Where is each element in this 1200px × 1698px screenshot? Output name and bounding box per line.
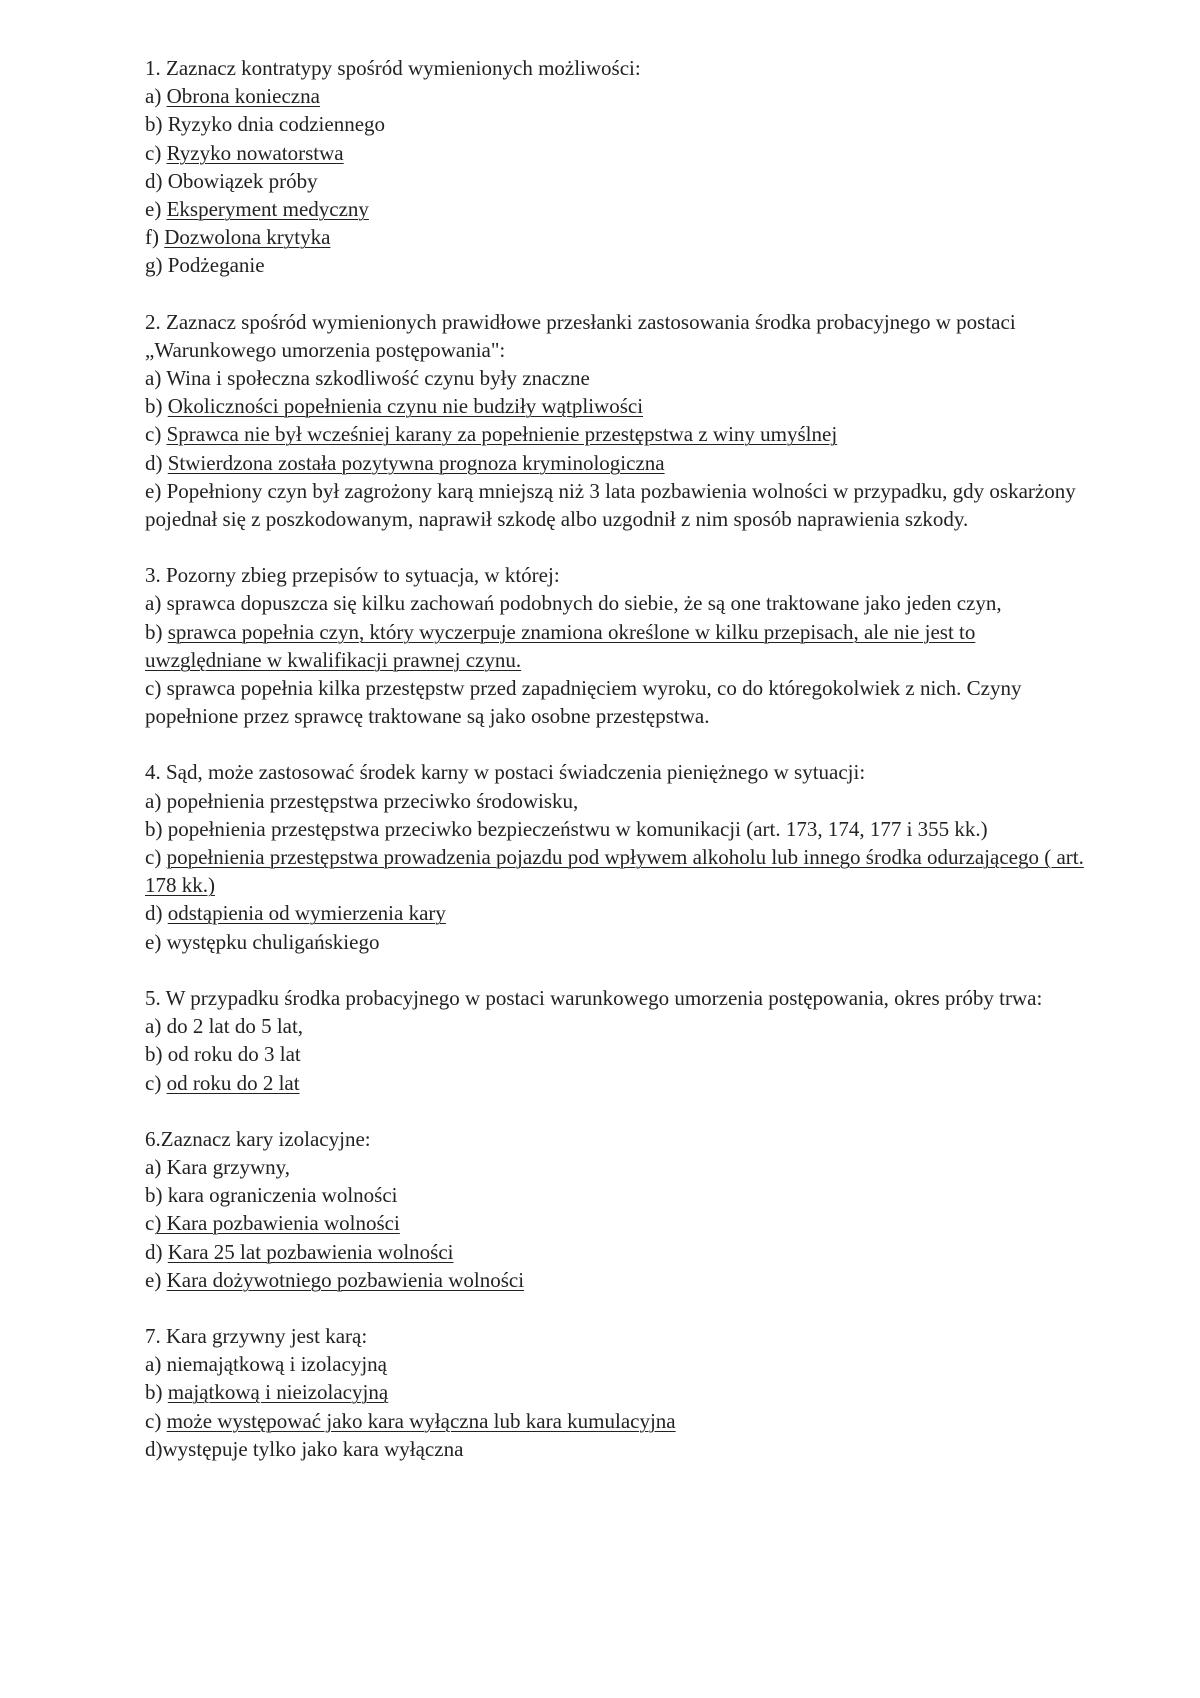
question-5 [145,984,1085,1097]
option-e: e) Eksperyment medyczny [145,197,369,222]
option-g: g) Podżeganie [145,253,265,278]
question-title: 6.Zaznacz kary izolacyjne: [145,1126,371,1151]
option-b: b) sprawca popełnia czyn, który wyczerpuje znamiona określone w kilku przepisach, ale nie jest to uwzględniane w kwalifikacji prawnej czynu. [145,619,976,672]
option-e: e) występku chuligańskiego [145,929,380,954]
option-a: a) Obrona konieczna [145,84,320,109]
option-a: a) Kara grzywny, [145,1154,290,1179]
question-2 [145,308,1085,534]
question-4 [145,758,1085,955]
option-e: e) Kara dożywotniego pozbawienia wolności [145,1267,525,1292]
option-f: f) Dozwolona krytyka [145,225,331,250]
option-a: a) sprawca dopuszcza się kilku zachowań podobnych do siebie, że są one traktowane jako jeden czyn, [145,591,1002,616]
option-a: a) popełnienia przestępstwa przeciwko środowisku, [145,788,579,813]
question-7 [145,1322,1085,1463]
option-a: a) niemajątkową i izolacyjną [145,1352,387,1377]
question-title: 2. Zaznacz spośród wymienionych prawidłowe przesłanki zastosowania środka probacyjnego w postaci „Warunkowego umorzenia postępowania": [145,309,1016,362]
question-1 [145,54,1085,280]
option-b: b) Okoliczności popełnienia czynu nie budziły wątpliwości [145,394,644,419]
question-title: 1. Zaznacz kontratypy spośród wymienionych możliwości: [145,56,641,80]
option-a: a) do 2 lat do 5 lat, [145,1014,304,1039]
option-c: c) Sprawca nie był wcześniej karany za popełnienie przestępstwa z winy umyślnej [145,422,838,447]
option-b: b) Ryzyko dnia codziennego [145,112,386,137]
option-d: d) Kara 25 lat pozbawienia wolności [145,1239,454,1264]
document-page [145,54,1085,1491]
option-b: b) od roku do 3 lat [145,1042,301,1067]
option-b: b) majątkową i nieizolacyjną [145,1380,389,1405]
option-a: a) Wina i społeczna szkodliwość czynu były znaczne [145,366,590,391]
option-d: d) odstąpienia od wymierzenia kary [145,901,446,926]
option-b: b) popełnienia przestępstwa przeciwko bezpieczeństwu w komunikacji (art. 173, 174, 177 i 355 kk.) [145,816,988,841]
question-title: 5. W przypadku środka probacyjnego w postaci warunkowego umorzenia postępowania, okres próby trwa: [145,985,1043,1010]
question-title: 3. Pozorny zbieg przepisów to sytuacja, w której: [145,563,560,588]
question-title: 7. Kara grzywny jest karą: [145,1323,368,1348]
option-c: c) od roku do 2 lat [145,1070,300,1095]
option-c: c) Ryzyko nowatorstwa [145,140,344,165]
question-title: 4. Sąd, może zastosować środek karny w postaci świadczenia pieniężnego w sytuacji: [145,760,866,785]
option-c: c) popełnienia przestępstwa prowadzenia pojazdu pod wpływem alkoholu lub innego środka odurzającego ( art. 178 kk.) [145,845,1084,898]
option-c: c) sprawca popełnia kilka przestępstw przed zapadnięciem wyroku, co do któregokolwiek z nich. Czyny popełnione przez sprawcę traktowane są jako osobne przestępstwa. [145,676,1022,729]
option-d: d)występuje tylko jako kara wyłączna [145,1436,464,1461]
option-b: b) kara ograniczenia wolności [145,1183,398,1208]
option-d: d) Obowiązek próby [145,168,318,193]
option-e: e) Popełniony czyn był zagrożony karą mniejszą niż 3 lata pozbawienia wolności w przypadku, gdy oskarżony pojednał się z poszkodowanym, naprawił szkodę albo uzgodnił z nim sposób naprawienia szkody. [145,478,1076,532]
option-d: d) Stwierdzona została pozytywna prognoza kryminologiczna [145,450,665,475]
option-c: c) Kara pozbawienia wolności [145,1211,400,1236]
question-3 [145,561,1085,730]
option-c: c) może występować jako kara wyłączna lub kara kumulacyjna [145,1408,676,1433]
question-6 [145,1125,1085,1294]
